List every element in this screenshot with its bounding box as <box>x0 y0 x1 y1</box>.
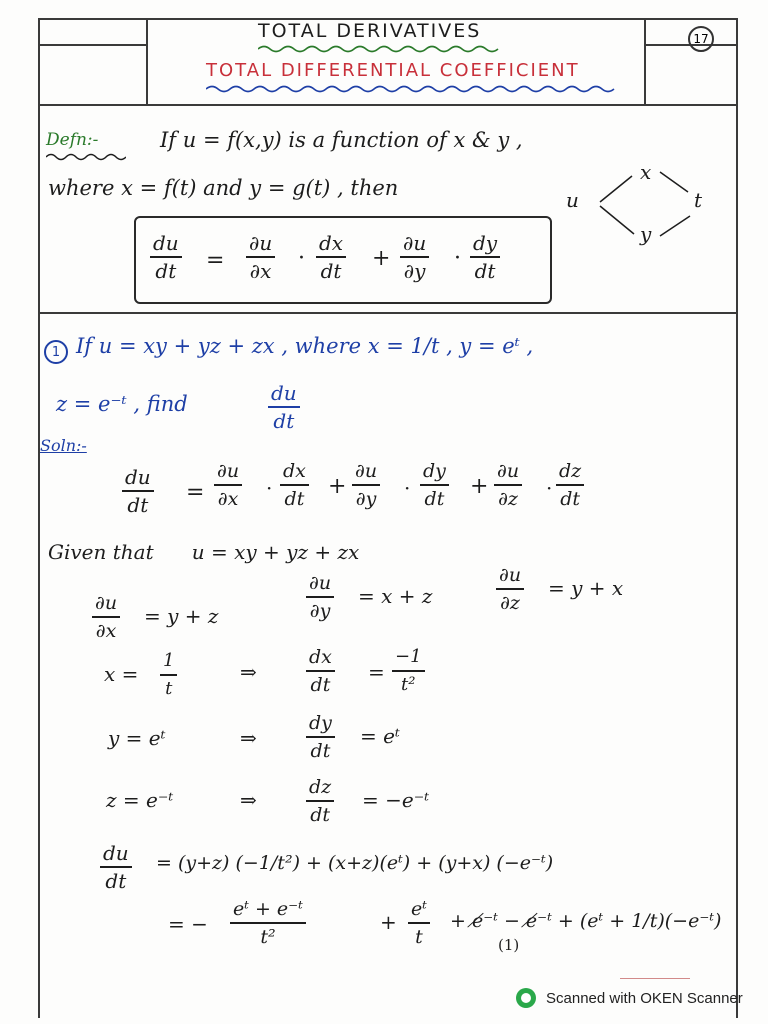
page-number: 17 <box>688 26 714 52</box>
chain-dot-3: · <box>546 476 553 500</box>
scanner-watermark <box>516 988 743 1008</box>
subtitle-underline <box>206 84 616 94</box>
scanner-logo-icon <box>516 988 536 1008</box>
partial-ux: ∂u ∂x <box>92 590 120 644</box>
header-bottom-rule <box>38 104 736 106</box>
definition-line-1: If u = f(x,y) is a function of x & y , <box>160 128 523 152</box>
scanner-text: Scanned with OKEN Scanner <box>546 989 743 1007</box>
formula-term-1: ∂u ∂x <box>246 230 275 284</box>
page-title: TOTAL DERIVATIVES <box>258 20 482 42</box>
header-left-divider <box>146 18 148 104</box>
final-line-2-frac-2: eᵗ t <box>408 896 430 950</box>
dz-dt: dz dt <box>306 774 334 828</box>
tree-node-y: y <box>640 222 652 246</box>
definition-line-2: where x = f(t) and y = g(t) , then <box>48 176 399 200</box>
definition-label: Defn:- <box>46 130 99 150</box>
partial-ux-value: = y + z <box>144 604 219 628</box>
page-subtitle: TOTAL DIFFERENTIAL COEFFICIENT <box>206 60 580 81</box>
chain-plus-1: + <box>328 474 347 499</box>
dx-dt-equals: = <box>368 660 385 684</box>
problem-target: du dt <box>268 380 300 434</box>
formula-dot-1: · <box>298 246 305 271</box>
formula-term-3: ∂u ∂y <box>400 230 429 284</box>
tree-node-t: t <box>694 188 703 212</box>
chain-dot-2: · <box>404 476 411 500</box>
given-line: Given that u = xy + yz + zx <box>48 540 360 564</box>
y-def: y = eᵗ <box>108 726 166 750</box>
partial-uy: ∂u ∂y <box>306 570 334 624</box>
chain-e: ∂u ∂z <box>494 458 522 512</box>
chain-a: ∂u ∂x <box>214 458 242 512</box>
header-left-cell-rule <box>38 44 146 46</box>
dy-dt-value: = eᵗ <box>360 724 400 748</box>
partial-uz-value: = y + x <box>548 576 624 600</box>
partial-uz: ∂u ∂z <box>496 562 524 616</box>
chain-b: dx dt <box>280 458 309 512</box>
problem-line-1: If u = xy + yz + zx , where x = 1/t , y = eᵗ , <box>76 334 534 358</box>
chain-lhs: du dt <box>122 464 154 518</box>
chain-f: dz dt <box>556 458 584 512</box>
tree-node-u: u <box>566 188 579 212</box>
dz-dt-value: = −e⁻ᵗ <box>362 788 430 812</box>
chain-c: ∂u ∂y <box>352 458 380 512</box>
dx-dt-value: −1 t² <box>392 644 425 698</box>
dy-dt: dy dt <box>306 710 335 764</box>
header-right-divider <box>644 18 646 104</box>
bottom-mark <box>620 978 690 979</box>
implies-2: ⇒ <box>240 726 257 750</box>
final-line-2-rest: + e̸⁻ᵗ − e̸⁻ᵗ + (eᵗ + 1/t)(−e⁻ᵗ) <box>450 910 722 932</box>
final-line-2-note: (1) <box>498 936 520 954</box>
partial-uy-value: = x + z <box>358 584 433 608</box>
definition-bottom-rule <box>38 312 736 314</box>
z-def: z = e⁻ᵗ <box>106 788 174 812</box>
formula-term-2: dx dt <box>316 230 346 284</box>
final-line-2-plus: + <box>380 910 397 934</box>
chain-dot-1: · <box>266 476 273 500</box>
x-def-lhs: x = <box>104 662 139 686</box>
problem-number: 1 <box>44 340 68 364</box>
formula-lhs: du dt <box>150 230 182 284</box>
solution-label: Soln:- <box>40 436 87 455</box>
definition-label-underline <box>46 152 126 162</box>
problem-line-2: z = e⁻ᵗ , find <box>56 392 188 416</box>
x-def-frac: 1 t <box>160 648 177 702</box>
final-line-2-prefix: = − <box>168 912 208 936</box>
formula-plus: + <box>372 246 391 271</box>
final-line-2-frac-1: eᵗ + e⁻ᵗ t² <box>230 896 306 950</box>
implies-1: ⇒ <box>240 660 257 684</box>
formula-term-4: dy dt <box>470 230 500 284</box>
tree-node-x: x <box>640 160 652 184</box>
chain-d: dy dt <box>420 458 449 512</box>
chain-equals: = <box>186 480 205 505</box>
final-line-1: = (y+z) (−1/t²) + (x+z)(eᵗ) + (y+x) (−e⁻ᵗ) <box>156 852 554 874</box>
formula-equals: = <box>206 248 225 273</box>
formula-dot-2: · <box>454 246 461 271</box>
implies-3: ⇒ <box>240 788 257 812</box>
title-underline <box>258 44 508 54</box>
chain-plus-2: + <box>470 474 489 499</box>
final-lhs: du dt <box>100 840 132 894</box>
dx-dt: dx dt <box>306 644 335 698</box>
